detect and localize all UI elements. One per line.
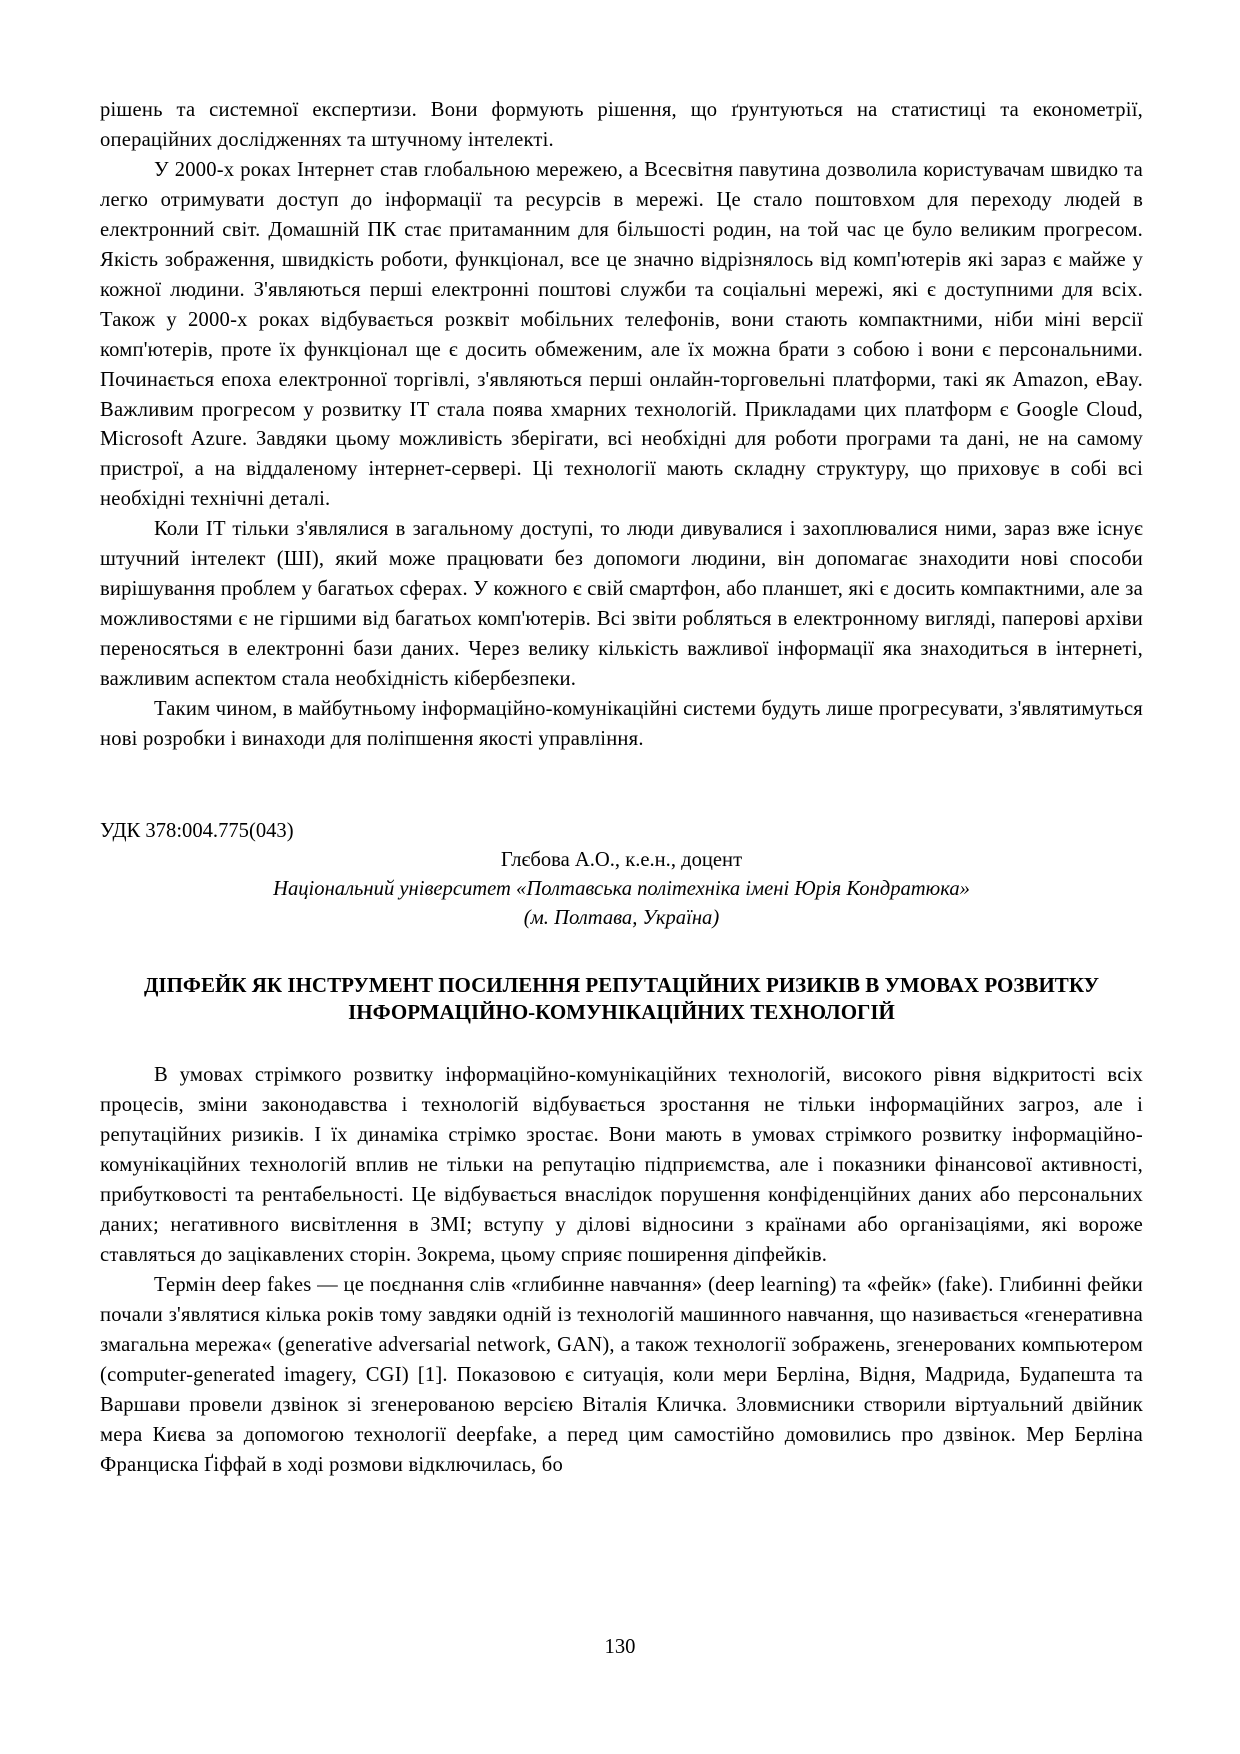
body-paragraph: Термін deep fakes — це поєднання слів «глибинне навчання» (deep learning) та «фейк» (fake). Глибинні фейки почали з'являтися кілька років тому завдяки одній із технологій машинного навчання, що називається «генеративна змагальна мережа« (generative adversarial network, GAN), а також технології зображень, згенерованих компьютером (computer-generated imagery, CGI) [1]. Показовою є ситуація, коли мери Берліна, Відня, Мадрида, Будапешта та Варшави провели дзвінок зі згенерованою версією Віталія Кличка. Зловмисники створили віртуальний двійник мера Києва за допомогою технології deepfake, а перед цим самостійно домовились про дзвінок. Мер Берліна Франциска Ґіффай в ході розмови відключилась, бо — [100, 1274, 1143, 1476]
body-paragraph: Таким чином, в майбутньому інформаційно-комунікаційні системи будуть лише прогресувати, з'являтимуться нові розробки і винаходи для поліпшення якості управління. — [100, 698, 1143, 751]
body-paragraph: Коли IT тільки з'являлися в загальному доступі, то люди дивувалися і захоплювалися ними, зараз вже існує штучний інтелект (ШІ), який може працювати без допомоги людини, він допомагає знаходити нові способи вирішування проблем у багатьох сферах. У кожного є свій смартфон, або планшет, які є досить компактними, але за можливостями є не гіршими від багатьох комп'ютерів. Всі звіти робляться в електронному вигляді, паперові архіви переносяться в електронні бази даних. Через велику кількість важливої інформації яка знаходиться в інтернеті, важливим аспектом стала необхідність кібербезпеки. — [100, 518, 1143, 691]
title-spacer-bottom — [100, 1027, 1143, 1061]
location-line: (м. Полтава, Україна) — [523, 907, 720, 930]
body-paragraph: В умовах стрімкого розвитку інформаційно-комунікаційних технологій, високого рівня відкритості всіх процесів, зміни законодавства і технологій відбувається зростання не тільки інформаційних загроз, але і репутаційних ризиків. І їх динаміка стрімко зростає. Вони мають в умовах стрімкого розвитку інформаційно- комунікаційних технологій вплив не тільки на репутацію підприємства, але і показники фінансової активності, прибутковості та рентабельності. Це відбувається внаслідок порушення конфіденційних даних або персональних даних; негативного висвітлення в ЗМІ; вступу у ділові відносини з країнами або організаціями, які вороже ставляться до зацікавлених сторін. Зокрема, цьому сприяє поширення діпфейків. — [100, 1064, 1143, 1267]
page-number: 130 — [604, 1636, 636, 1658]
udk-code: УДК 378:004.775(043) — [100, 819, 294, 842]
article-title: ДІПФЕЙК ЯК ІНСТРУМЕНТ ПОСИЛЕННЯ РЕПУТАЦІЙНИХ РИЗИКІВ В УМОВАХ РОЗВИТКУ ІНФОРМАЦІЙНО-КОМУНІКАЦІЙНИХ ТЕХНОЛОГІЙ — [143, 972, 1100, 1025]
body-paragraph: рішень та системної експертизи. Вони формують рішення, що ґрунтуються на статистиці та економетрії, операційних дослідженнях та штучному інтелекті. — [100, 99, 1143, 151]
affiliation-line: Національний університет «Полтавська політехніка імені Юрія Кондратюка» — [273, 878, 970, 901]
section-separator — [100, 755, 1143, 817]
body-paragraph: У 2000-х роках Інтернет став глобальною мережею, а Всесвітня павутина дозволила користувачам швидко та легко отримувати доступ до інформації та ресурсів в мережі. Це стало поштовхом для переходу людей в електронний світ. Домашній ПК стає притаманним для більшості родин, на той час це було великим прогресом. Якість зображення, швидкість роботи, функціонал, все це значно відрізнялось від комп'ютерів які зараз є майже у кожної людини. З'являються перші електронні поштові служби та соціальні мережі, які є доступними для всіх. Також у 2000-х роках відбувається розквіт мобільних телефонів, вони стають компактними, ніби міні версії комп'ютерів, проте їх функціонал ще є досить обмеженим, але їх можна брати з собою і вони є персональними. Починається епоха електронної торгівлі, з'являються перші онлайн-торговельні платформи, такі як Amazon, eBay. Важливим прогресом у розвитку IT стала поява хмарних технологій. Прикладами цих платформ є Google Cloud, Microsoft Azure. Завдяки цьому можливість зберігати, всі необхідні для роботи програми та дані, не на самому пристрої, а на віддаленому інтернет-сервері. Ці технології мають складну структуру, що приховує в собі всі необхідні технічні деталі. — [100, 158, 1143, 511]
author-line: Глєбова А.О., к.е.н., доцент — [500, 848, 743, 871]
page-content — [100, 96, 1143, 1481]
title-spacer-top — [100, 934, 1143, 972]
